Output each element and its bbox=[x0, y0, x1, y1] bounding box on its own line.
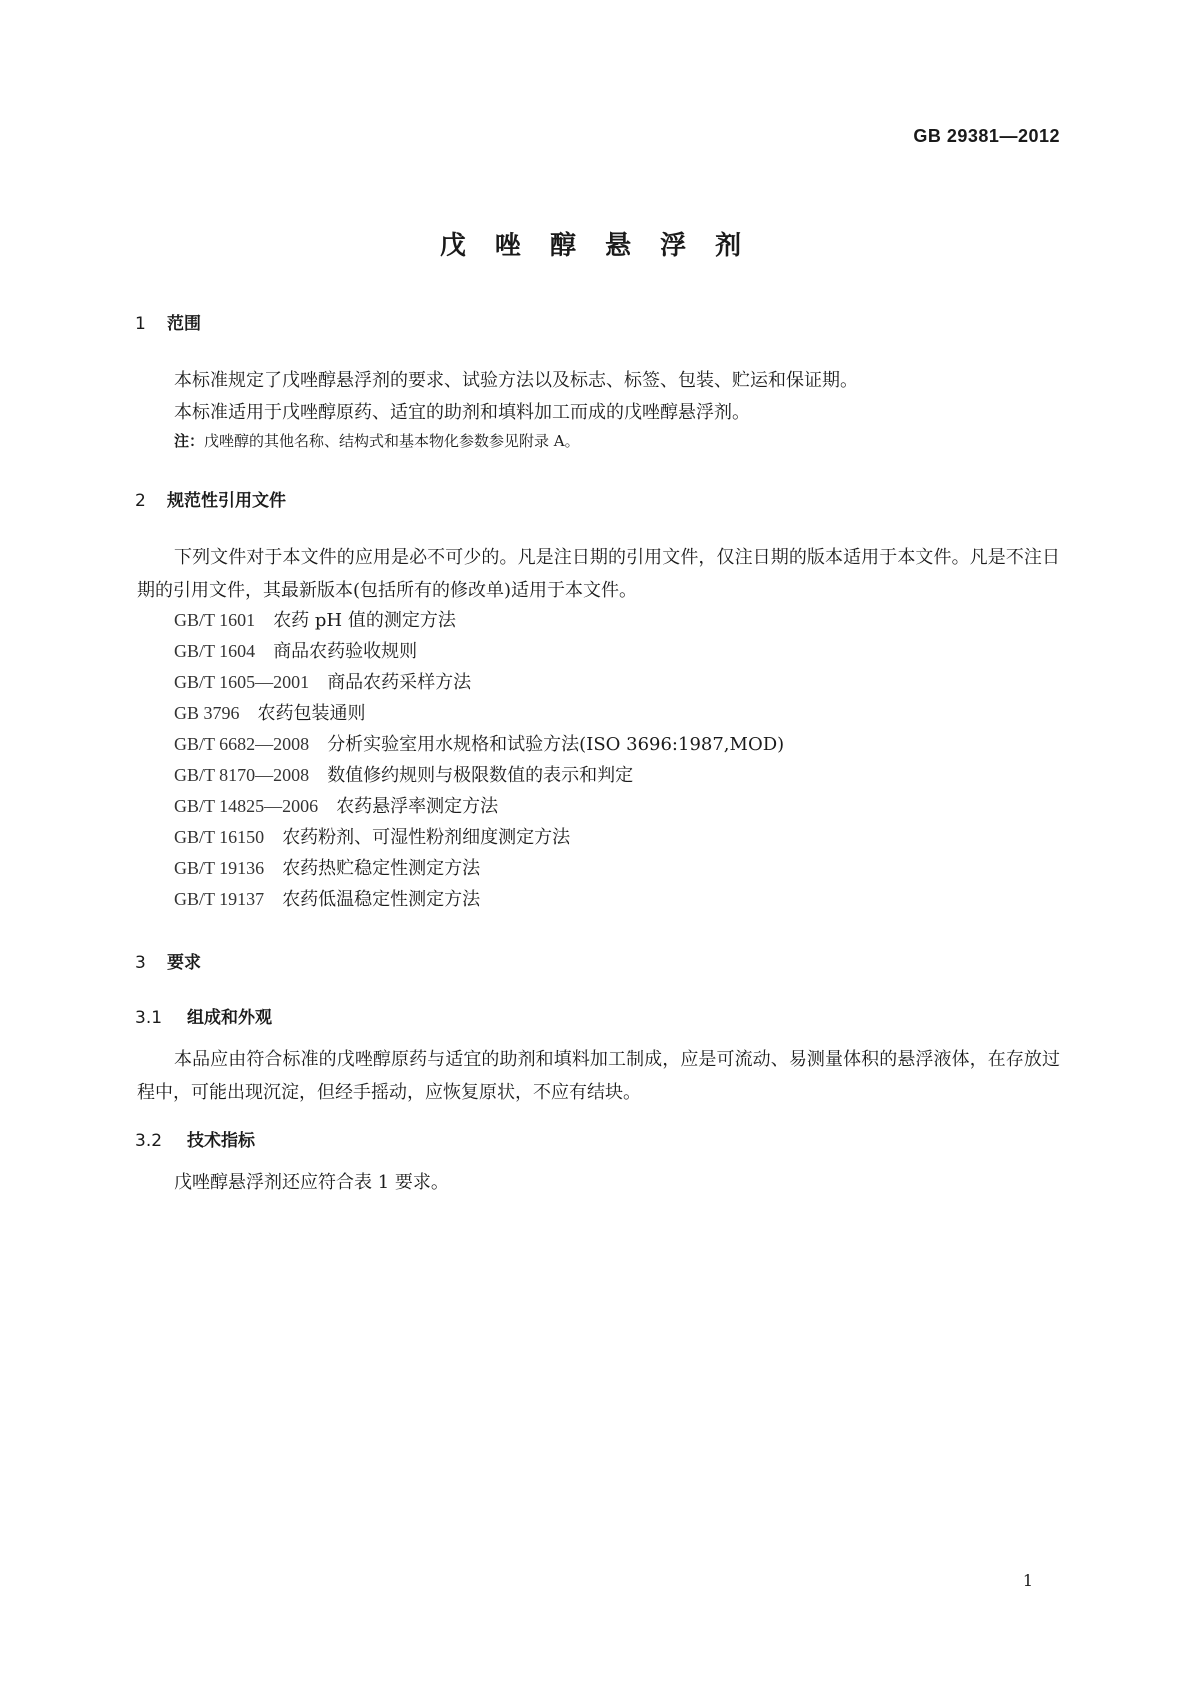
reference-item bbox=[174, 761, 633, 787]
section-3-1-heading bbox=[135, 1003, 272, 1028]
reference-title: 商品农药采样方法 bbox=[327, 672, 472, 693]
reference-code: GB/T 1605—2001 bbox=[174, 672, 310, 692]
reference-code: GB/T 8170—2008 bbox=[174, 765, 310, 785]
section-title: 要求 bbox=[167, 953, 201, 973]
reference-title: 农药低温稳定性测定方法 bbox=[282, 889, 481, 910]
section-number: 2 bbox=[135, 491, 146, 511]
reference-code: GB/T 14825—2006 bbox=[174, 796, 319, 816]
reference-item bbox=[174, 885, 480, 911]
reference-item bbox=[174, 606, 456, 632]
reference-item bbox=[174, 699, 366, 725]
section-title: 范围 bbox=[167, 314, 201, 334]
reference-title: 数值修约规则与极限数值的表示和判定 bbox=[327, 765, 634, 786]
section-3-heading bbox=[135, 948, 201, 973]
reference-code: GB/T 19136 bbox=[174, 858, 265, 878]
reference-item bbox=[174, 792, 498, 818]
subsection-title: 组成和外观 bbox=[187, 1008, 272, 1028]
note-text: 戊唑醇的其他名称、结构式和基本物化参数参见附录 A。 bbox=[204, 432, 580, 450]
reference-item bbox=[174, 730, 784, 756]
section-number: 3 bbox=[135, 953, 146, 973]
reference-title: 农药包装通则 bbox=[257, 703, 366, 724]
standard-number: GB 29381—2012 bbox=[913, 126, 1060, 146]
reference-title: 农药热贮稳定性测定方法 bbox=[282, 858, 481, 879]
section-1-heading bbox=[135, 309, 201, 334]
reference-title: 农药 pH 值的测定方法 bbox=[273, 610, 456, 631]
subsection-number: 3.2 bbox=[135, 1131, 163, 1151]
scope-line-1: 本标准规定了戊唑醇悬浮剂的要求、试验方法以及标志、标签、包装、贮运和保证期。 bbox=[174, 370, 858, 391]
reference-item bbox=[174, 637, 417, 663]
section-3-2-heading bbox=[135, 1126, 255, 1151]
reference-title: 分析实验室用水规格和试验方法(ISO 3696:1987,MOD) bbox=[327, 734, 785, 755]
reference-title: 商品农药验收规则 bbox=[273, 641, 418, 662]
reference-item bbox=[174, 854, 480, 880]
reference-code: GB/T 1601 bbox=[174, 610, 256, 630]
references-intro-paragraph: 下列文件对于本文件的应用是必不可少的。凡是注日期的引用文件，仅注日期的版本适用于本文件。凡是不注日期的引用文件，其最新版本(包括所有的修改单)适用于本文件。 bbox=[137, 547, 1060, 601]
scope-line-2: 本标准适用于戊唑醇原药、适宜的助剂和填料加工而成的戊唑醇悬浮剂。 bbox=[174, 402, 750, 423]
reference-code: GB/T 16150 bbox=[174, 827, 265, 847]
section-title: 规范性引用文件 bbox=[167, 491, 286, 511]
composition-paragraph: 本品应由符合标准的戊唑醇原药与适宜的助剂和填料加工制成，应是可流动、易测量体积的悬浮液体，在存放过程中，可能出现沉淀，但经手摇动，应恢复原状，不应有结块。 bbox=[137, 1049, 1060, 1103]
reference-code: GB/T 6682—2008 bbox=[174, 734, 310, 754]
scope-note bbox=[174, 430, 580, 451]
reference-code: GB/T 19137 bbox=[174, 889, 265, 909]
reference-title: 农药粉剂、可湿性粉剂细度测定方法 bbox=[282, 827, 571, 848]
subsection-title: 技术指标 bbox=[187, 1131, 255, 1151]
reference-title: 农药悬浮率测定方法 bbox=[336, 796, 499, 817]
section-number: 1 bbox=[135, 314, 146, 334]
technical-index-paragraph: 戊唑醇悬浮剂还应符合表 1 要求。 bbox=[174, 1172, 449, 1193]
reference-code: GB/T 1604 bbox=[174, 641, 256, 661]
reference-item bbox=[174, 668, 471, 694]
page-number: 1 bbox=[1022, 1571, 1033, 1590]
note-label: 注： bbox=[174, 432, 205, 450]
reference-code: GB 3796 bbox=[174, 703, 240, 723]
reference-item bbox=[174, 823, 570, 849]
document-title: 戊 唑 醇 悬 浮 剂 bbox=[439, 231, 752, 261]
subsection-number: 3.1 bbox=[135, 1008, 163, 1028]
section-2-heading bbox=[135, 486, 286, 511]
